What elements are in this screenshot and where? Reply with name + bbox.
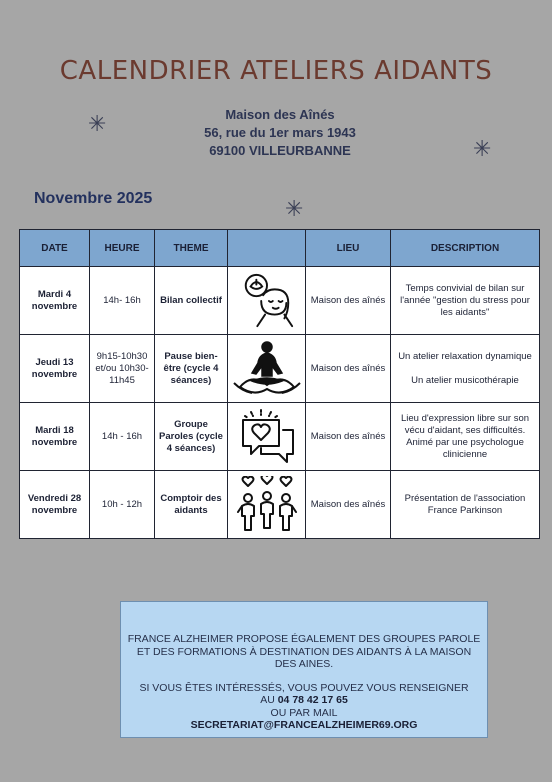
cell-icon [228, 471, 306, 539]
cell-date: Jeudi 13 novembre [20, 335, 90, 403]
address-line-3: 69100 VILLEURBANNE [209, 143, 351, 158]
column-header-description: DESCRIPTION [391, 230, 540, 267]
description-text: Un atelier musicothérapie [411, 374, 519, 386]
address-block [150, 106, 410, 160]
cell-icon [228, 267, 306, 335]
info-line: ET DES FORMATIONS À DESTINATION DES AIDANTS À LA MAISON [136, 645, 472, 658]
cell-date: Vendredi 28 novembre [20, 471, 90, 539]
phone-number[interactable]: 04 78 42 17 65 [277, 694, 348, 706]
table-row [20, 471, 540, 539]
column-header-icon [228, 230, 306, 267]
schedule-table [19, 229, 540, 539]
description-text: Temps convivial de bilan sur l'année "gestion du stress pour les aidants" [400, 282, 530, 318]
table-row [20, 335, 540, 403]
description-text: Présentation de l'association France Parkinson [404, 492, 526, 516]
cell-lieu: Maison des aînés [306, 335, 391, 403]
info-box [120, 601, 488, 738]
cell-description [391, 403, 540, 471]
cell-date: Mardi 4 novembre [20, 267, 90, 335]
cell-lieu: Maison des aînés [306, 403, 391, 471]
cell-heure: 14h- 16h [90, 267, 155, 335]
column-header-lieu: LIEU [306, 230, 391, 267]
info-line: OU PAR MAIL [270, 706, 338, 719]
cell-heure: 14h - 16h [90, 403, 155, 471]
table-row [20, 403, 540, 471]
table-row [20, 267, 540, 335]
column-header-date: DATE [20, 230, 90, 267]
sparkle-icon: ✳ [88, 111, 107, 136]
cell-heure: 10h - 12h [90, 471, 155, 539]
cell-heure: 9h15-10h30 et/ou 10h30-11h45 [90, 335, 155, 403]
info-line: DES AINES. [274, 658, 334, 670]
cell-theme: Bilan collectif [155, 267, 228, 335]
sparkle-icon: ✳ [285, 196, 304, 221]
cell-theme: Comptoir des aidants [155, 471, 228, 539]
column-header-theme: THEME [155, 230, 228, 267]
table-header-row [20, 230, 540, 267]
info-line: SI VOUS ÊTES INTÉRESSÉS, VOUS POUVEZ VOUS RENSEIGNER [139, 681, 469, 694]
column-header-heure: HEURE [90, 230, 155, 267]
cell-theme: Pause bien-être (cycle 4 séances) [155, 335, 228, 403]
page-title: CALENDRIER ATELIERS AIDANTS [59, 56, 493, 86]
woman-lotus-thought-icon [238, 272, 296, 330]
sparkle-icon: ✳ [473, 136, 492, 161]
cell-lieu: Maison des aînés [306, 267, 391, 335]
cell-theme: Groupe Paroles (cycle 4 séances) [155, 403, 228, 471]
info-phone-line [121, 694, 487, 707]
cell-description [391, 335, 540, 403]
speech-bubbles-heart-icon [235, 406, 299, 468]
email-line [121, 719, 487, 732]
cell-description [391, 471, 540, 539]
address-line-2: 56, rue du 1er mars 1943 [204, 125, 356, 140]
info-line: FRANCE ALZHEIMER PROPOSE ÉGALEMENT DES GROUPES PAROLE [127, 633, 481, 645]
description-text: Lieu d'expression libre sur son vécu d'aidant, ses difficultés. Animé par une psychologue clinicienne [400, 412, 530, 460]
cell-icon [228, 403, 306, 471]
cell-icon [228, 335, 306, 403]
group-people-hearts-icon [234, 476, 300, 534]
cell-date: Mardi 18 novembre [20, 403, 90, 471]
cell-lieu: Maison des aînés [306, 471, 391, 539]
description-text: Un atelier relaxation dynamique [398, 350, 532, 362]
meditation-lotus-icon [232, 339, 302, 399]
email-address[interactable]: SECRETARIAT@FRANCEALZHEIMER69.ORG [190, 719, 418, 731]
address-line-1: Maison des Aînés [225, 107, 335, 122]
month-heading: Novembre 2025 [34, 190, 153, 207]
cell-description [391, 267, 540, 335]
info-phone-prefix: AU [260, 694, 278, 706]
